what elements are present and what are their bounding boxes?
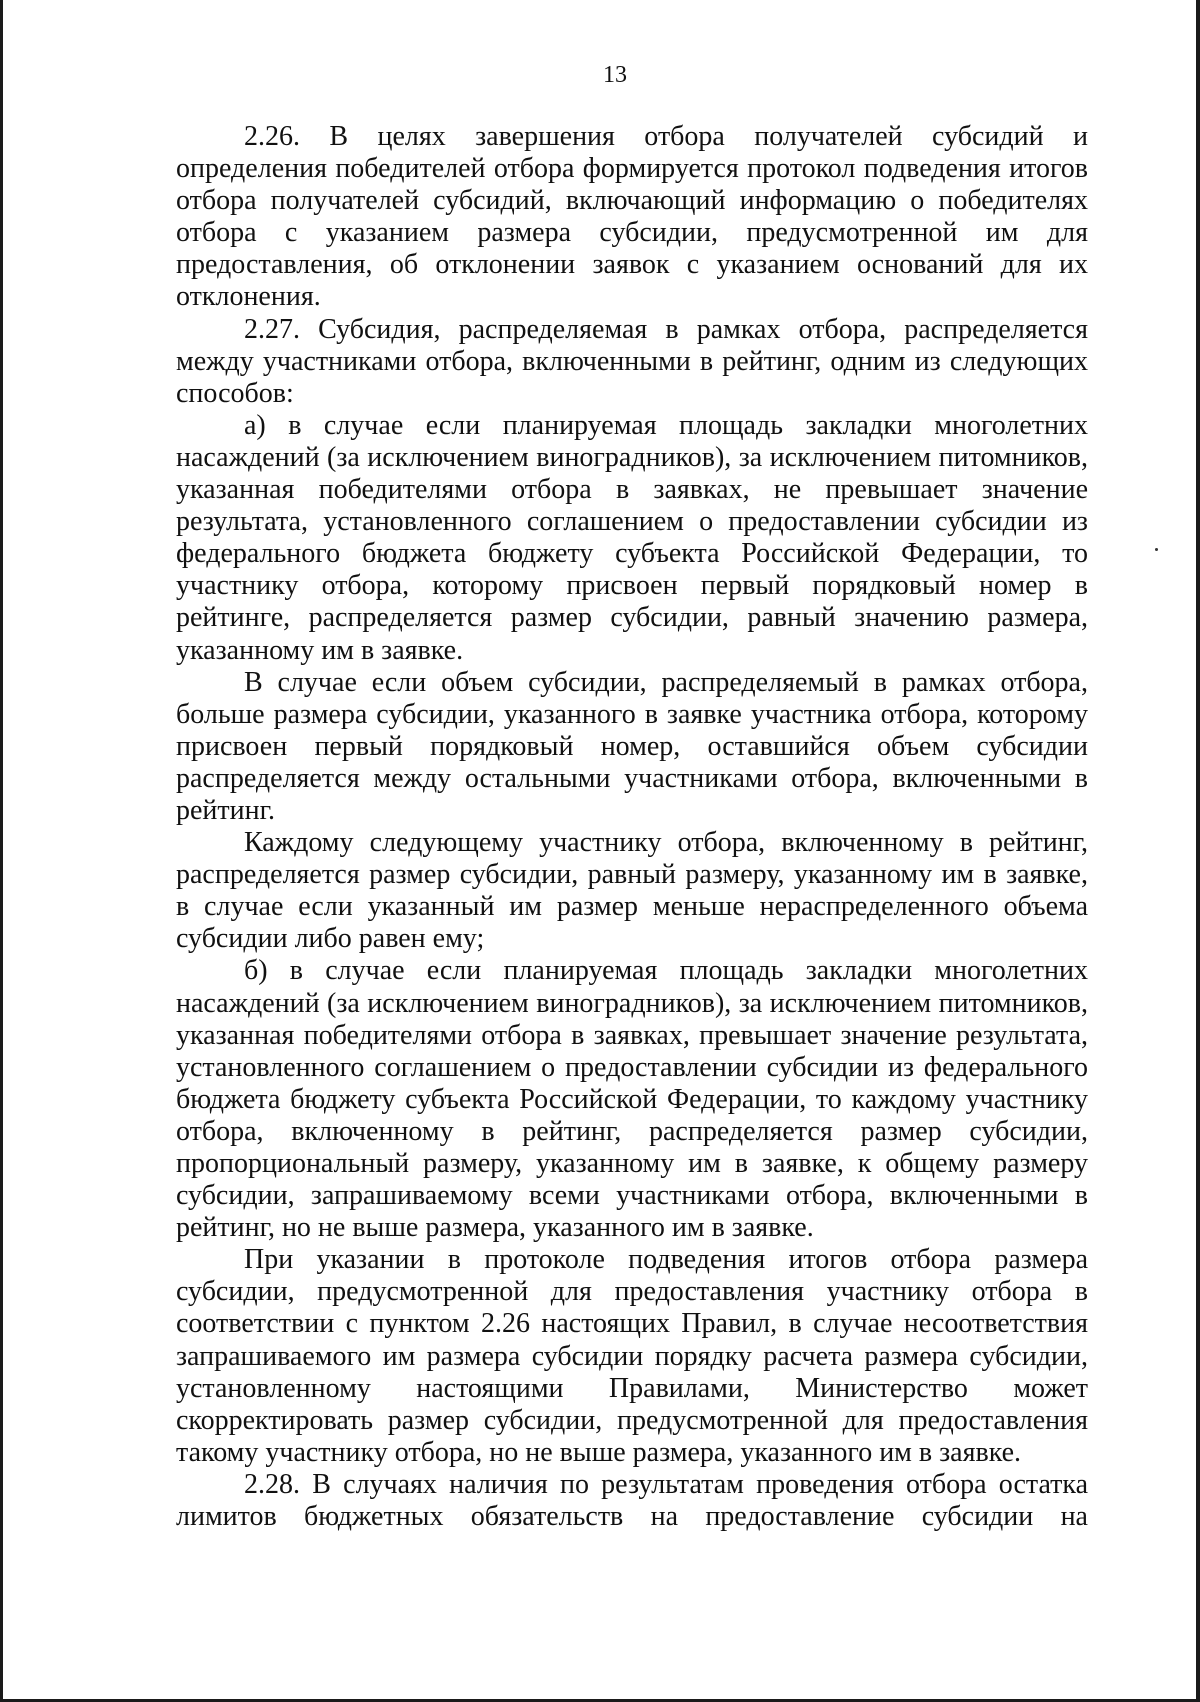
page-number: 13 [603, 62, 627, 88]
paragraph-2-27: 2.27. Субсидия, распределяемая в рамках отбора, распределяется между участниками отбора, включенными в рейтинг, одним из следующих способов: [176, 313, 1088, 409]
paragraph-each-next-participant: Каждому следующему участнику отбора, включенному в рейтинг, распределяется размер субсидии, равный размеру, указанному им в заявке, в случае если указанный им размер меньше нераспределенного объема субсидии либо равен ему; [176, 827, 1088, 955]
paragraph-2-27-b: б) в случае если планируемая площадь закладки многолетних насаждений (за исключением виноградников), за исключением питомников, указанная победителями отбора в заявках, превышает значение результата, установленного соглашением о предоставлении субсидии из федерального бюджета бюджету субъекта Российской Федерации, то каждому участнику отбора, включенному в рейтинг, распределяется размер субсидии, пропорциональный размеру, указанному им в заявке, к общему размеру субсидии, запрашиваемому всеми участниками отбора, включенными в рейтинг, но не выше размера, указанного им в заявке. [176, 955, 1088, 1244]
document-body [176, 121, 1088, 1533]
paragraph-2-26: 2.26. В целях завершения отбора получателей субсидий и определения победителей отбора формируется протокол подведения итогов отбора получателей субсидий, включающий информацию о победителях отбора с указанием размера субсидии, предусмотренной им для предоставления, об отклонении заявок с указанием оснований для их отклонения. [176, 121, 1088, 313]
paragraph-2-27-a: а) в случае если планируемая площадь закладки многолетних насаждений (за исключением виноградников), за исключением питомников, указанная победителями отбора в заявках, не превышает значение результата, установленного соглашением о предоставлении субсидии из федерального бюджета бюджету субъекта Российской Федерации, то участнику отбора, которому присвоен первый порядковый номер в рейтинге, распределяется размер субсидии, равный значению размера, указанному им в заявке. [176, 409, 1088, 666]
paragraph-remaining-volume: В случае если объем субсидии, распределяемый в рамках отбора, больше размера субсидии, указанного в заявке участника отбора, которому присвоен первый порядковый номер, оставшийся объем субсидии распределяется между остальными участниками отбора, включенными в рейтинг. [176, 666, 1088, 826]
scan-speck [1155, 548, 1158, 551]
scan-border-right [1196, 0, 1200, 1702]
paragraph-protocol-correction: При указании в протоколе подведения итогов отбора размера субсидии, предусмотренной для предоставления участнику отбора в соответствии с пунктом 2.26 настоящих Правил, в случае несоответствия запрашиваемого им размера субсидии порядку расчета размера субсидии, установленному настоящими Правилами, Министерство может скорректировать размер субсидии, предусмотренной для предоставления такому участнику отбора, но не выше размера, указанного им в заявке. [176, 1244, 1088, 1468]
scan-border-left [0, 0, 3, 1702]
paragraph-2-28: 2.28. В случаях наличия по результатам проведения отбора остатка лимитов бюджетных обязательств на предоставление субсидии на [176, 1468, 1088, 1533]
